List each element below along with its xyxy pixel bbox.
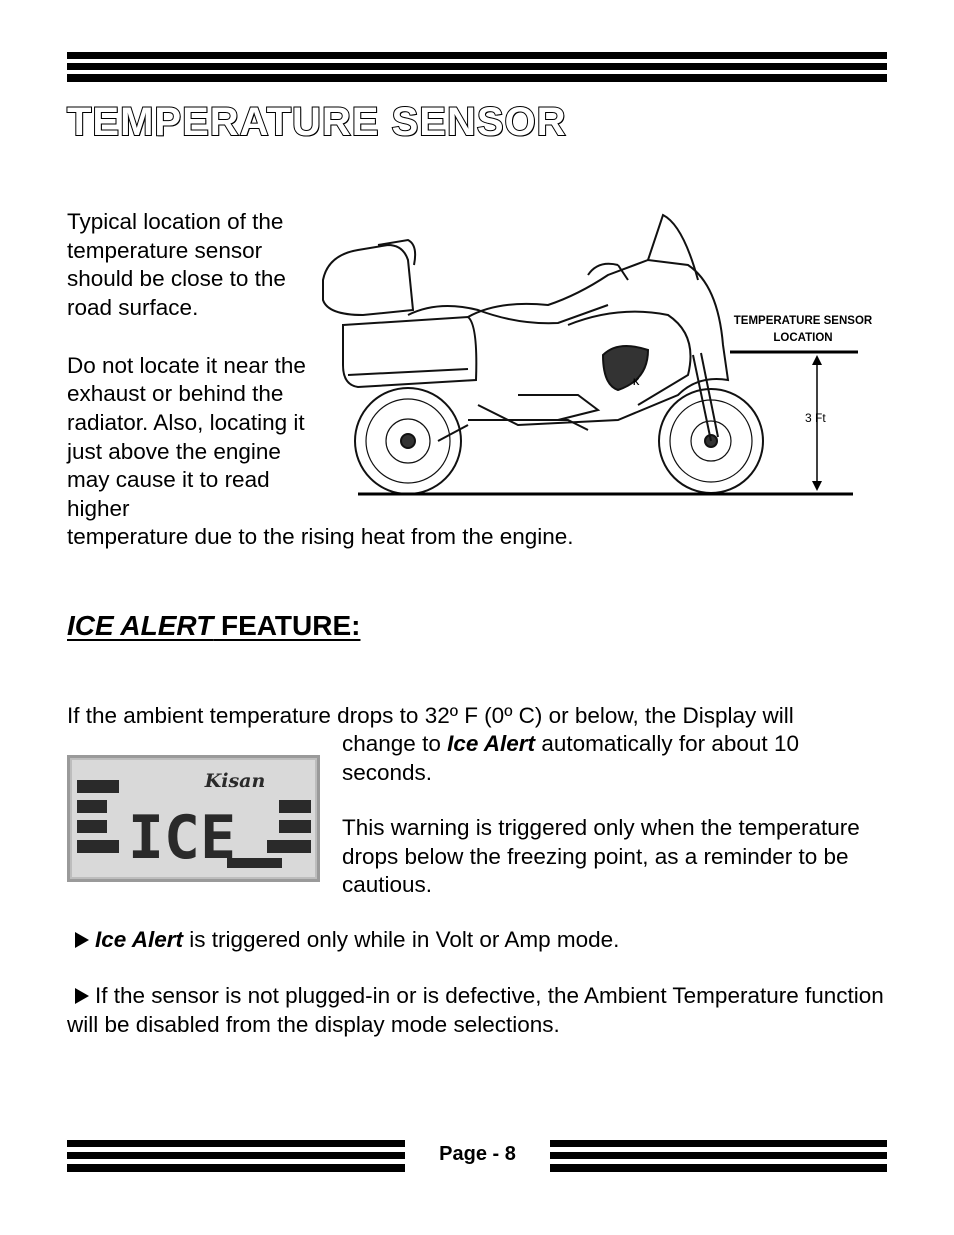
ice-lcd-display (67, 755, 320, 882)
intro-paragraph-1: Typical location of the temperature sensor should be close to the road surface. (67, 209, 286, 321)
ice-alert-heading (67, 610, 360, 642)
bullet-ice-alert-mode (67, 926, 897, 955)
motorcycle-illustration (323, 215, 763, 494)
motorcycle-sensor-figure (318, 205, 888, 505)
header-rule (67, 52, 887, 82)
ice-intro-line: If the ambient temperature drops to 32º F (0º C) or below, the Display will (67, 703, 794, 728)
bullet-2-text: If the sensor is not plugged-in or is defective, the Ambient Temperature function will be disabled from the display mode selections. (67, 983, 884, 1037)
fairing-badge: K (633, 377, 640, 387)
bullet-arrow-icon (75, 932, 89, 948)
page-number: Page - 8 (439, 1143, 516, 1165)
intro-paragraph-2: Do not locate it near the exhaust or behind the radiator. Also, locating it just above the engine may cause it to read higher (67, 352, 306, 522)
ice-description (342, 730, 892, 787)
footer-rule-right (550, 1140, 887, 1172)
lcd-ice-text: ICE (127, 803, 237, 873)
intro-paragraph-2-cont: temperature due to the rising heat from the engine. (67, 524, 574, 549)
bullet-arrow-icon (75, 988, 89, 1004)
ice-alert-heading-italic: ICE ALERT (67, 610, 214, 641)
height-label: 3 Ft (805, 411, 826, 425)
lcd-brand-logo: Kisan (204, 770, 266, 792)
ice-alert-heading-rest: FEATURE: (213, 610, 361, 641)
sensor-location-label-line1: TEMPERATURE SENSOR (733, 315, 873, 327)
ice-desc-bold: Ice Alert (447, 731, 536, 756)
sensor-location-label-line2: LOCATION (773, 332, 833, 344)
bullet-1-bold: Ice Alert (95, 927, 183, 952)
bullet-sensor-defective (67, 982, 897, 1039)
footer-rule-left (67, 1140, 405, 1172)
ice-desc-pre: change to (342, 731, 448, 756)
bullet-1-text: is triggered only while in Volt or Amp mode. (182, 927, 620, 952)
intro-text (67, 208, 317, 524)
ice-warning: This warning is triggered only when the temperature drops below the freezing point, as a reminder to be cautious. (342, 815, 860, 898)
page-title: TEMPERATURE SENSOR (67, 100, 567, 144)
ice-desc-post: automatically for about 10 seconds. (342, 731, 799, 785)
